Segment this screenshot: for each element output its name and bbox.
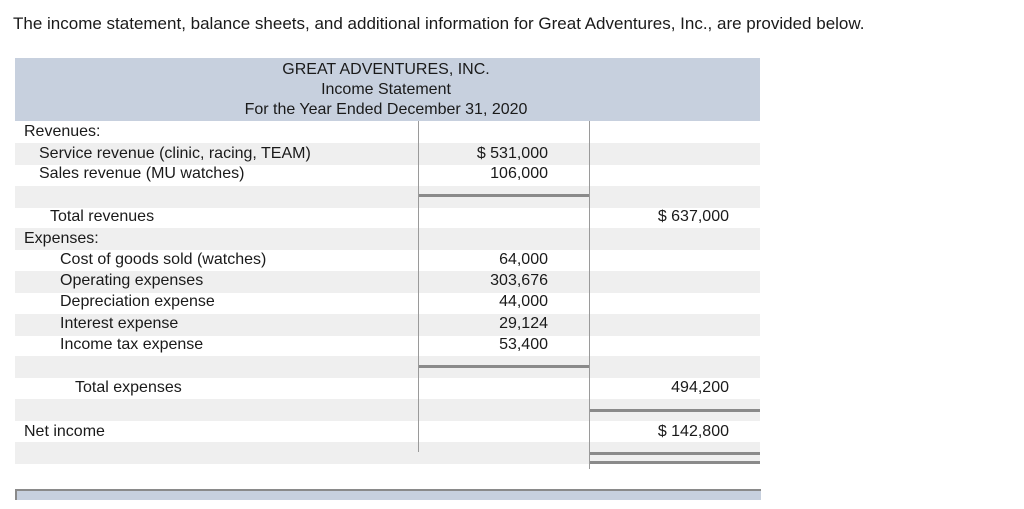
revenue-line-label: Sales revenue (MU watches): [39, 165, 245, 182]
net-income-label: Net income: [24, 423, 105, 440]
expense-line-label: Depreciation expense: [60, 293, 215, 310]
table-footer: [15, 491, 761, 500]
table-footer-edge: [15, 489, 17, 500]
expense-line-amount: 44,000: [499, 293, 548, 310]
row-stripe: [15, 186, 760, 208]
statement-period: For the Year Ended December 31, 2020: [244, 101, 528, 118]
total-revenues-label: Total revenues: [50, 208, 155, 225]
statement-header: [15, 58, 760, 121]
total-rule: [589, 409, 760, 412]
expense-line-label: Cost of goods sold (watches): [60, 251, 267, 268]
total-expenses-label: Total expenses: [75, 379, 182, 396]
total-revenues-amount: $ 637,000: [657, 208, 729, 225]
expense-line-amount: 303,676: [490, 272, 548, 289]
revenue-line-amount: $ 531,000: [476, 145, 548, 162]
revenues-heading: Revenues:: [24, 123, 101, 140]
revenue-line-amount: 106,000: [490, 165, 548, 182]
expense-line-label: Income tax expense: [60, 336, 204, 353]
column-divider: [418, 121, 419, 452]
intro-text: The income statement, balance sheets, and additional information for Great Adventures, Inc., are provided below.: [13, 14, 865, 33]
column-divider: [589, 121, 590, 469]
total-expenses-amount: 494,200: [671, 379, 729, 396]
row-stripe: [15, 356, 760, 378]
expense-line-amount: 29,124: [499, 315, 548, 332]
revenue-line-label: Service revenue (clinic, racing, TEAM): [39, 145, 311, 162]
expense-line-label: Interest expense: [60, 315, 179, 332]
expenses-heading: Expenses:: [24, 230, 99, 247]
subtotal-rule: [418, 365, 590, 368]
subtotal-rule: [418, 194, 590, 197]
row-stripe: [15, 228, 760, 250]
statement-title: Income Statement: [321, 81, 451, 98]
net-income-amount: $ 142,800: [657, 423, 729, 440]
expense-line-label: Operating expenses: [60, 272, 204, 289]
expense-line-amount: 53,400: [499, 336, 548, 353]
double-rule-bottom: [589, 461, 760, 464]
expense-line-amount: 64,000: [499, 251, 548, 268]
company-name: GREAT ADVENTURES, INC.: [282, 61, 490, 78]
double-rule-top: [589, 452, 760, 455]
